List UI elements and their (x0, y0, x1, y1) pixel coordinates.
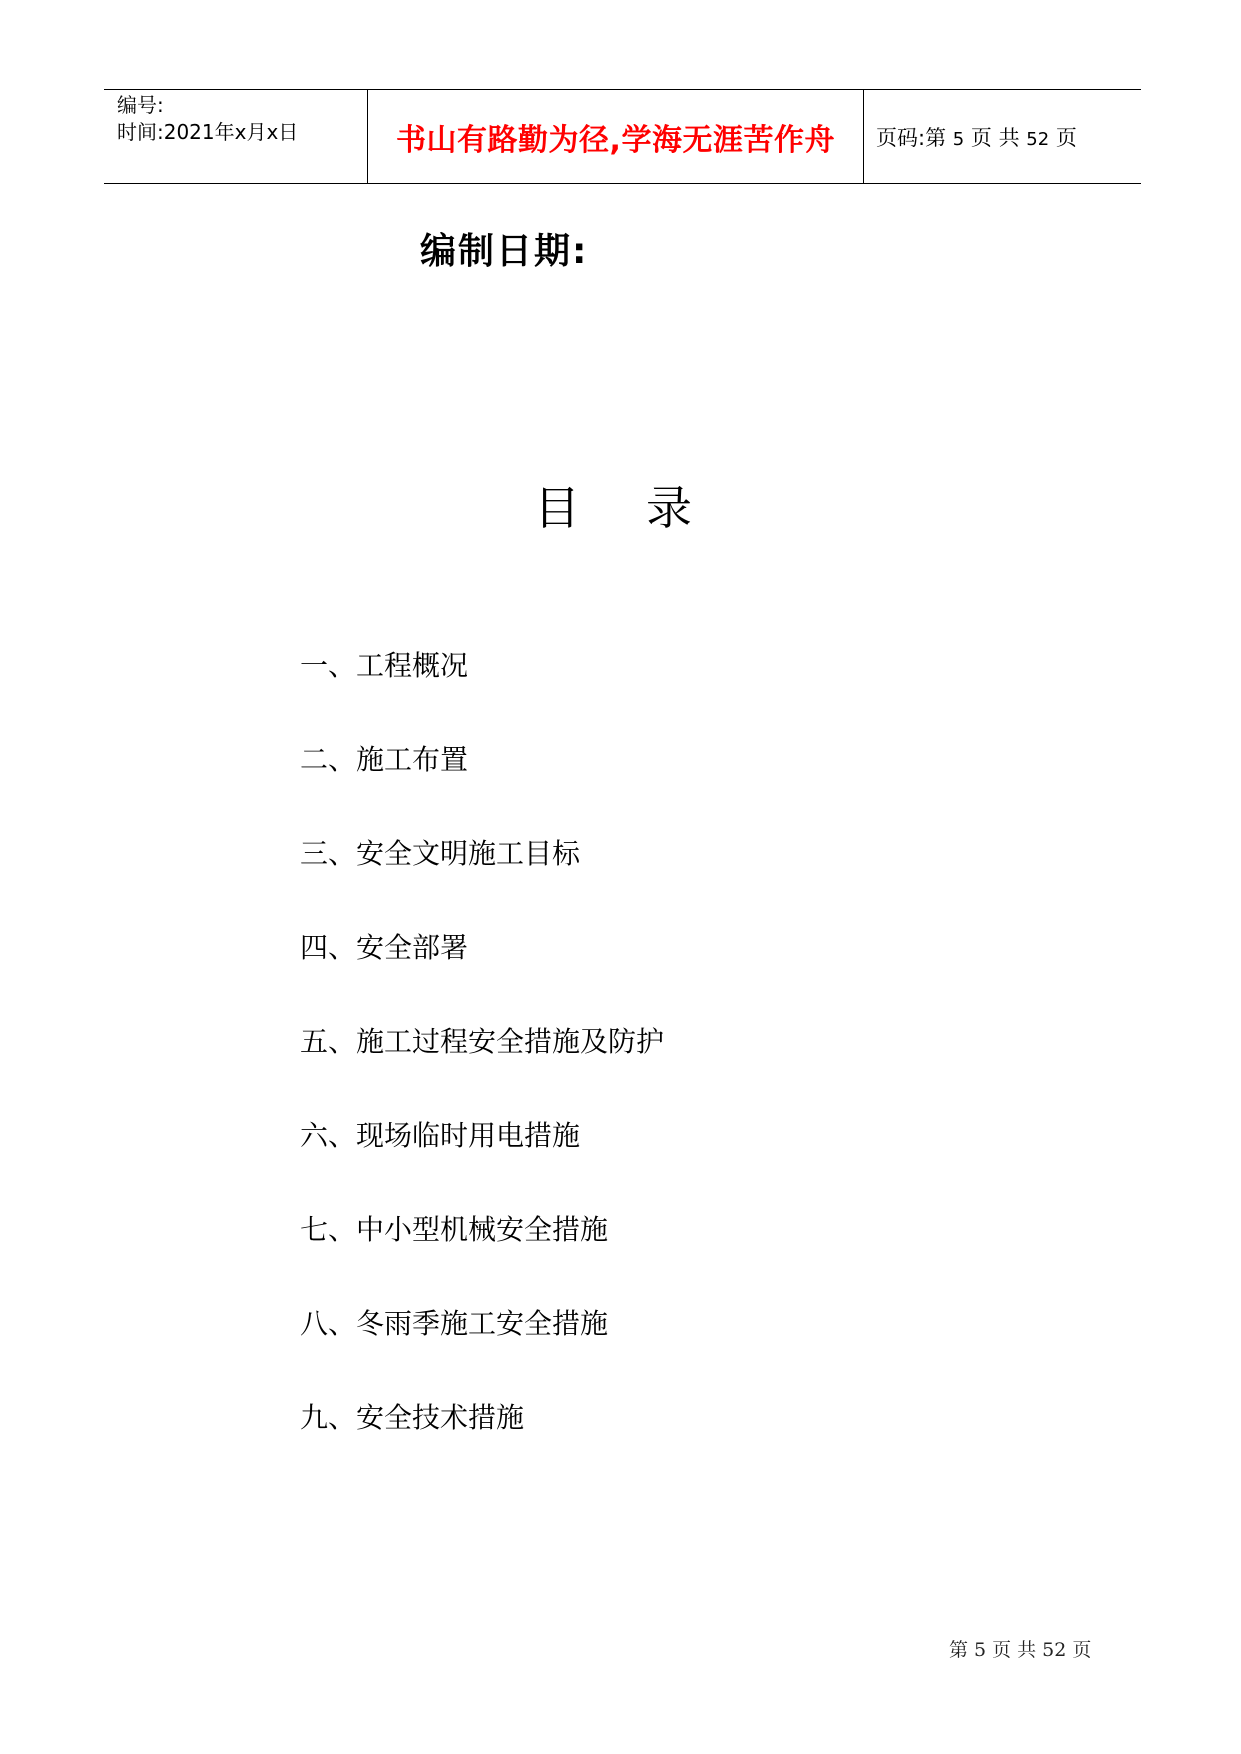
footer-total: 52 (1042, 1639, 1067, 1661)
toc-title-left: 目 (534, 481, 580, 535)
header-motto-cell (368, 90, 864, 183)
toc-item[interactable]: 八、冬雨季施工安全措施 (300, 1307, 609, 1340)
header-meta-cell (104, 90, 368, 183)
document-number-label: 编号: (117, 93, 164, 117)
header-page-total: 52 (1026, 128, 1050, 150)
document-time-label: 时间:2021年x月x日 (117, 120, 299, 144)
toc-item[interactable]: 七、中小型机械安全措施 (300, 1213, 609, 1246)
toc-item[interactable]: 一、工程概况 (300, 649, 469, 682)
toc-item[interactable]: 四、安全部署 (300, 931, 469, 964)
toc-item[interactable]: 五、施工过程安全措施及防护 (300, 1025, 665, 1058)
footer-suffix: 页 (1072, 1639, 1092, 1661)
header-page-current: 5 (952, 128, 965, 150)
header-page-label: 页码:第 (876, 125, 947, 150)
header-page-suffix: 页 (1055, 125, 1077, 150)
toc-title-right: 录 (646, 481, 692, 535)
toc-item[interactable]: 二、施工布置 (300, 743, 469, 776)
toc-item[interactable]: 三、安全文明施工目标 (300, 837, 581, 870)
page-footer (949, 1635, 1097, 1662)
footer-prefix: 第 (949, 1639, 969, 1661)
footer-middle: 页 共 (992, 1639, 1037, 1661)
header-page-of: 页 共 (970, 125, 1020, 150)
header-page-info (876, 122, 1077, 152)
toc-item[interactable]: 六、现场临时用电措施 (300, 1119, 581, 1152)
toc-list (300, 644, 664, 1490)
toc-title (534, 472, 692, 538)
toc-item[interactable]: 九、安全技术措施 (300, 1401, 525, 1434)
compile-date-label: 编制日期: (420, 231, 589, 272)
header-page-cell (864, 90, 1141, 183)
footer-current: 5 (974, 1639, 987, 1661)
page-header (104, 89, 1141, 184)
header-motto: 书山有路勤为径,学海无涯苦作舟 (396, 122, 835, 158)
